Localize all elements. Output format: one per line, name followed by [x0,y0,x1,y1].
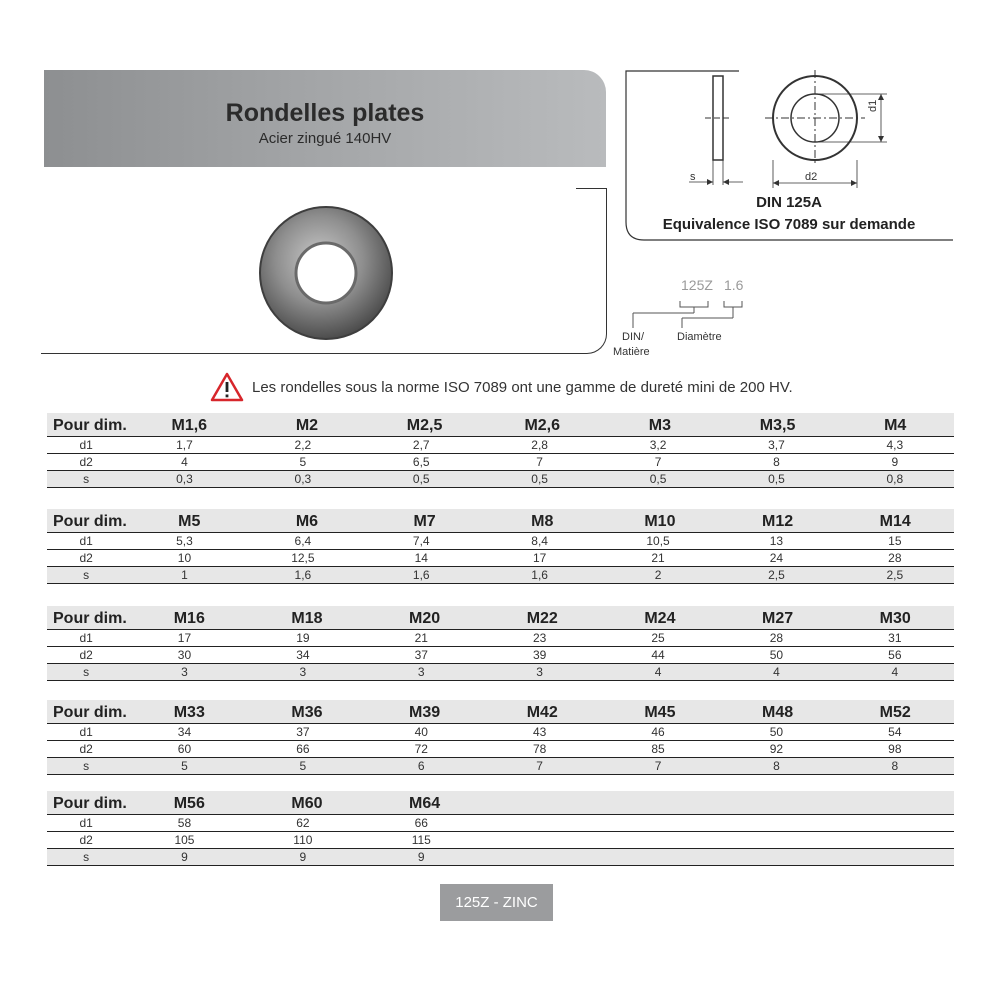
warning-text: Les rondelles sous la norme ISO 7089 ont une gamme de dureté mini de 200 HV. [252,378,793,396]
table-row [47,647,954,664]
table-cell: 105 [174,833,195,847]
table-row [47,533,954,550]
table-cell: 46 [651,725,665,739]
table-cell: 0,8 [886,472,904,486]
table-cell: 0,5 [649,472,667,486]
table-cell: 34 [296,648,310,662]
size-header: M14 [879,513,911,530]
table-cell: 17 [532,551,547,565]
table-header-row [47,509,954,533]
size-header: M5 [178,513,201,530]
table-cell: 6 [417,759,425,773]
size-header: M64 [409,795,441,812]
table-cell: 1,6 [294,568,312,582]
size-header: M2,5 [406,417,443,434]
table-cell: 9 [299,850,307,864]
photo-frame-bottom [41,353,586,354]
table-cell: 2 [654,568,662,582]
table-cell: 92 [769,742,784,756]
table-cell: 7 [536,455,543,469]
size-header: M10 [644,513,676,530]
row-label: s [83,472,90,486]
table-cell: 7 [654,455,662,469]
warning-note [210,370,850,404]
table-cell: 4 [654,665,662,679]
table-header-row [47,413,954,437]
row-label: d1 [79,631,93,645]
table-cell: 3,2 [649,438,667,452]
table-cell: 110 [293,833,313,847]
table-cell: 7 [654,759,662,773]
table-cell: 50 [769,725,784,739]
page-subtitle: Acier zingué 140HV [258,130,392,147]
row-label: d1 [79,725,93,739]
table-cell: 62 [296,816,310,830]
size-header: M6 [295,513,319,530]
header-label: Pour dim. [53,610,127,627]
table-cell: 17 [177,631,192,645]
table-cell: 3,7 [768,438,785,452]
table-cell: 21 [651,551,665,565]
code-label-matiere: Matière [613,346,650,358]
row-label: d2 [79,648,93,662]
size-header: M56 [173,795,205,812]
table-cell: 44 [651,648,665,662]
size-header: M33 [173,704,205,721]
table-cell: 43 [532,725,547,739]
code-part-b: 1.6 [724,277,744,293]
table-cell: 4 [181,455,188,469]
size-header: M39 [409,704,441,721]
table-cell: 28 [769,631,784,645]
table-cell: 0,3 [176,472,193,486]
code-label-diametre: Diamètre [677,331,722,343]
code-legend-brackets [628,300,748,330]
table-cell: 13 [769,534,784,548]
table-cell: 85 [651,742,665,756]
table-row [47,832,954,849]
row-label: s [83,568,90,582]
table-cell: 54 [888,725,902,739]
table-cell: 25 [651,631,665,645]
table-cell: 1,7 [176,438,193,452]
table-cell: 37 [414,648,428,662]
table-cell: 8 [891,759,899,773]
table-cell: 6,5 [412,455,430,469]
table-cell: 7 [536,759,543,773]
table-header-row [47,791,954,815]
table-cell: 98 [888,742,902,756]
dim-label-d1: d1 [867,99,879,112]
table-cell: 4 [891,665,899,679]
table-row [47,454,954,471]
table-cell: 3 [536,665,543,679]
row-label: d2 [79,455,93,469]
table-cell: 40 [414,725,428,739]
table-cell: 9 [417,850,425,864]
header-label: Pour dim. [53,795,127,812]
table-cell: 2,8 [531,438,548,452]
size-table-4 [47,700,954,775]
table-cell: 3 [417,665,425,679]
size-header: M22 [526,610,558,627]
row-label: s [83,665,90,679]
table-cell: 78 [532,742,547,756]
photo-frame-right [606,188,607,334]
table-cell: 5 [299,759,307,773]
row-label: d2 [79,833,93,847]
table-row [47,724,954,741]
table-cell: 4,3 [886,438,904,452]
size-header: M7 [413,513,436,530]
table-cell: 66 [414,816,428,830]
row-label: d1 [79,534,93,548]
size-table-3 [47,606,954,681]
row-label: s [83,759,90,773]
size-header: M20 [409,610,441,627]
table-cell: 66 [296,742,310,756]
table-cell: 3 [181,665,188,679]
table-cell: 5 [181,759,188,773]
table-cell: 58 [177,816,192,830]
row-label: d1 [79,438,93,452]
table-cell: 60 [177,742,192,756]
size-table-1 [47,413,954,488]
table-cell: 50 [769,648,784,662]
table-cell: 56 [888,648,902,662]
size-header: M16 [173,610,205,627]
table-cell: 1 [181,568,188,582]
table-cell: 7,4 [412,534,430,548]
table-cell: 5 [299,455,307,469]
size-header: M48 [762,704,794,721]
size-header: M45 [644,704,676,721]
size-header: M30 [879,610,911,627]
size-header: M60 [291,795,323,812]
table-cell: 0,5 [412,472,430,486]
header-label: Pour dim. [53,417,127,434]
table-cell: 8 [773,759,780,773]
table-cell: 19 [296,631,310,645]
product-code-badge: 125Z - ZINC [440,884,553,921]
size-header: M36 [291,704,323,721]
size-header: M27 [762,610,794,627]
dim-label-s: s [690,171,696,183]
table-cell: 21 [414,631,428,645]
table-cell: 4 [773,665,780,679]
table-row [47,471,954,488]
table-cell: 72 [414,742,428,756]
table-cell: 31 [888,631,902,645]
table-cell: 8,4 [531,534,548,548]
table-header-row [47,606,954,630]
table-cell: 0,3 [294,472,312,486]
table-cell: 15 [888,534,902,548]
table-cell: 115 [411,833,431,847]
table-cell: 6,4 [294,534,312,548]
table-cell: 9 [181,850,188,864]
table-cell: 2,2 [294,438,312,452]
table-cell: 1,6 [531,568,548,582]
size-header: M3,5 [759,417,796,434]
table-cell: 24 [769,551,784,565]
table-row [47,758,954,775]
table-cell: 10,5 [646,534,670,548]
size-header: M3 [648,417,672,434]
table-row [47,664,954,681]
size-header: M2,6 [524,417,561,434]
photo-frame-top [576,188,606,189]
table-cell: 37 [296,725,310,739]
photo-frame-corner [586,333,607,354]
table-cell: 30 [177,648,192,662]
table-cell: 12,5 [291,551,315,565]
row-label: d1 [79,816,93,830]
table-header-row [47,700,954,724]
warning-icon [210,372,244,402]
table-cell: 14 [414,551,428,565]
table-row [47,437,954,454]
size-header: M12 [762,513,794,530]
din-standard: DIN 125A [756,194,822,211]
table-row [47,849,954,866]
header-label: Pour dim. [53,513,127,530]
code-label-din: DIN/ [622,331,644,343]
row-label: s [83,850,90,864]
size-header: M1,6 [171,417,208,434]
size-header: M2 [295,417,319,434]
table-cell: 28 [888,551,902,565]
table-cell: 2,7 [412,438,430,452]
table-cell: 9 [891,455,899,469]
page-title: Rondelles plates [225,99,425,127]
size-header: M42 [526,704,558,721]
table-cell: 10 [177,551,192,565]
code-part-a: 125Z [681,277,713,293]
iso-equivalence: Equivalence ISO 7089 sur demande [662,216,916,233]
table-cell: 2,5 [768,568,785,582]
washer-photo [258,205,394,341]
table-row [47,567,954,584]
size-header: M24 [644,610,676,627]
table-cell: 8 [773,455,780,469]
table-cell: 39 [532,648,547,662]
table-row [47,630,954,647]
size-header: M18 [291,610,323,627]
size-header: M8 [531,513,554,530]
table-row [47,550,954,567]
table-cell: 1,6 [412,568,430,582]
header-label: Pour dim. [53,704,127,721]
row-label: d2 [79,551,93,565]
size-table-5 [47,791,954,866]
table-cell: 3 [299,665,307,679]
size-table-2 [47,509,954,584]
table-row [47,741,954,758]
table-cell: 0,5 [768,472,785,486]
size-header: M52 [879,704,911,721]
row-label: d2 [79,742,93,756]
dim-label-d2: d2 [805,171,818,183]
size-header: M4 [884,417,907,434]
table-cell: 0,5 [531,472,548,486]
table-cell: 5,3 [176,534,193,548]
table-cell: 23 [532,631,547,645]
table-cell: 34 [177,725,192,739]
table-row [47,815,954,832]
table-cell: 2,5 [886,568,904,582]
